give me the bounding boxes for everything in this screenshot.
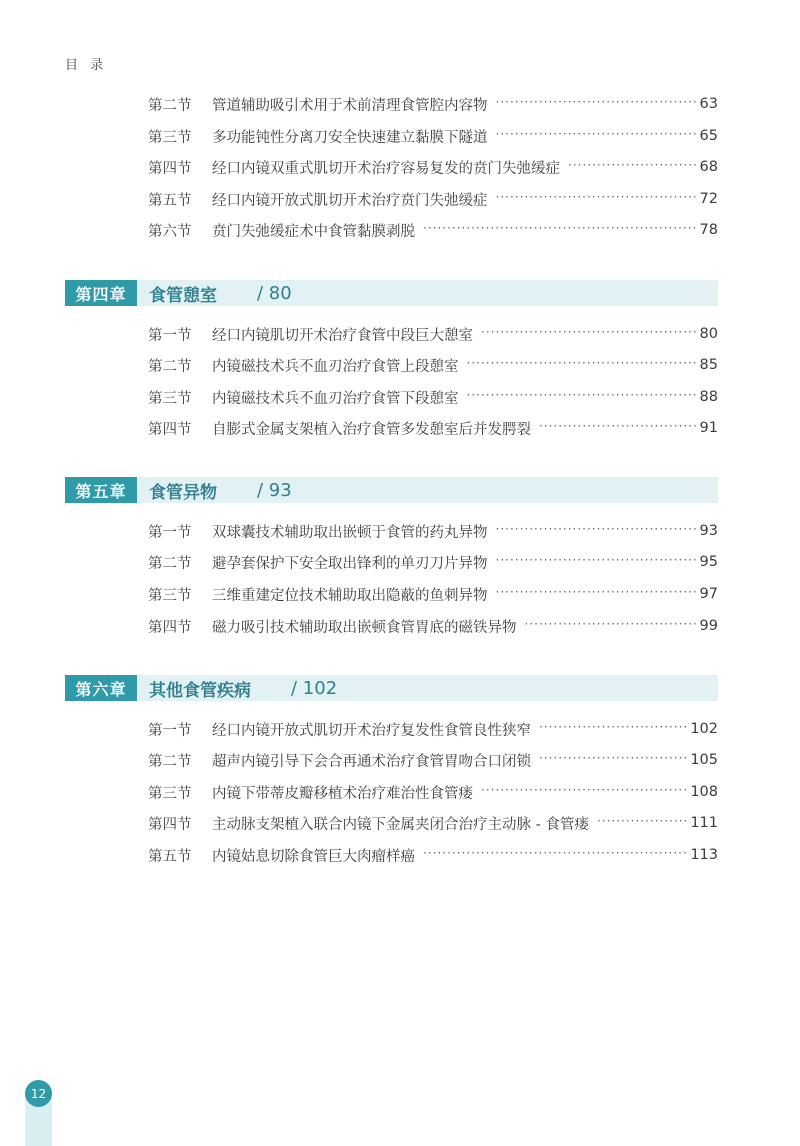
page-ref: 80 (699, 326, 718, 342)
chapter-header-4[interactable] (65, 280, 718, 306)
toc-entry[interactable] (148, 843, 718, 867)
chapter-label: 第四章 (65, 280, 137, 306)
page-number-badge: 12 (25, 1080, 52, 1107)
section-title: 内镜姑息切除食管巨大肉瘤样癌 (212, 848, 415, 865)
chapter-header-5[interactable] (65, 477, 718, 503)
toc-entry[interactable] (148, 416, 718, 440)
dot-leader (423, 846, 686, 860)
section-number: 第三节 (148, 390, 192, 407)
section-number: 第四节 (148, 816, 192, 833)
section-number: 第二节 (148, 97, 192, 114)
page-ref: 105 (690, 752, 718, 768)
section-title: 磁力吸引技术辅助取出嵌顿食管胃底的磁铁异物 (212, 619, 517, 636)
chapter-label: 第六章 (65, 675, 137, 701)
dot-leader (467, 388, 696, 402)
toc-entry[interactable] (148, 155, 718, 179)
dot-leader (423, 221, 696, 235)
chapter-page: / 93 (257, 479, 292, 501)
chapter-title: 食管憩室 (149, 285, 217, 306)
toc-entry[interactable] (148, 748, 718, 772)
toc-entry[interactable] (148, 322, 718, 346)
section-title: 自膨式金属支架植入治疗食管多发憩室后并发腭裂 (212, 421, 531, 438)
dot-leader (597, 814, 686, 828)
toc-entry[interactable] (148, 780, 718, 804)
page-ref: 93 (699, 523, 718, 539)
toc-entry[interactable] (148, 92, 718, 116)
page-ref: 63 (699, 96, 718, 112)
section-title: 经口内镜开放式肌切开术治疗复发性食管良性狭窄 (212, 722, 531, 739)
section-title: 管道辅助吸引术用于术前清理食管腔内容物 (212, 97, 488, 114)
dot-leader (496, 190, 696, 204)
page-ref: 97 (699, 586, 718, 602)
section-title: 多功能钝性分离刀安全快速建立黏膜下隧道 (212, 129, 488, 146)
chapter-page: / 102 (291, 677, 338, 699)
chapter-title: 食管异物 (149, 482, 217, 503)
page-ref: 108 (690, 784, 718, 800)
page-ref: 78 (699, 222, 718, 238)
toc-entry[interactable] (148, 582, 718, 606)
section-number: 第五节 (148, 848, 192, 865)
section-number: 第三节 (148, 587, 192, 604)
section-title: 主动脉支架植入联合内镜下金属夹闭合治疗主动脉 - 食管瘘 (212, 816, 589, 833)
section-number: 第一节 (148, 722, 192, 739)
dot-leader (496, 585, 696, 599)
page-ref: 102 (690, 721, 718, 737)
dot-leader (525, 617, 696, 631)
section-title: 内镜下带蒂皮瓣移植术治疗难治性食管瘘 (212, 785, 473, 802)
toc-entry[interactable] (148, 519, 718, 543)
toc-entry[interactable] (148, 614, 718, 638)
section-title: 内镜磁技术兵不血刃治疗食管下段憩室 (212, 390, 459, 407)
dot-leader (496, 553, 696, 567)
page-ref: 91 (699, 420, 718, 436)
chapter-label: 第五章 (65, 477, 137, 503)
section-number: 第二节 (148, 358, 192, 375)
toc-entry[interactable] (148, 187, 718, 211)
dot-leader (467, 356, 696, 370)
dot-leader (496, 127, 696, 141)
dot-leader (481, 325, 696, 339)
toc-entry[interactable] (148, 218, 718, 242)
section-number: 第一节 (148, 524, 192, 541)
page-ref: 88 (699, 389, 718, 405)
dot-leader (496, 95, 696, 109)
section-title: 内镜磁技术兵不血刃治疗食管上段憩室 (212, 358, 459, 375)
chapter-page: / 80 (257, 282, 292, 304)
page-ref: 111 (690, 815, 718, 831)
dot-leader (539, 419, 696, 433)
section-number: 第三节 (148, 785, 192, 802)
section-number: 第四节 (148, 160, 192, 177)
section-title: 经口内镜开放式肌切开术治疗贲门失弛缓症 (212, 192, 488, 209)
toc-entry[interactable] (148, 124, 718, 148)
page-ref: 65 (699, 128, 718, 144)
section-title: 三维重建定位技术辅助取出隐蔽的鱼刺异物 (212, 587, 488, 604)
section-title: 超声内镜引导下会合再通术治疗食管胃吻合口闭锁 (212, 753, 531, 770)
page-ref: 68 (699, 159, 718, 175)
page-ref: 113 (690, 847, 718, 863)
page-header: 目 录 (65, 58, 108, 73)
section-title: 贲门失弛缓症术中食管黏膜剥脱 (212, 223, 415, 240)
dot-leader (539, 751, 686, 765)
section-number: 第五节 (148, 192, 192, 209)
page-ref: 95 (699, 554, 718, 570)
dot-leader (568, 158, 696, 172)
toc-entry[interactable] (148, 811, 718, 835)
section-number: 第四节 (148, 619, 192, 636)
section-number: 第三节 (148, 129, 192, 146)
toc-entry[interactable] (148, 550, 718, 574)
section-number: 第二节 (148, 753, 192, 770)
toc-entry[interactable] (148, 717, 718, 741)
section-title: 经口内镜双重式肌切开术治疗容易复发的贲门失弛缓症 (212, 160, 560, 177)
chapter-title: 其他食管疾病 (149, 680, 251, 701)
page-ref: 99 (699, 618, 718, 634)
section-title: 双球囊技术辅助取出嵌顿于食管的药丸异物 (212, 524, 488, 541)
section-number: 第一节 (148, 327, 192, 344)
section-number: 第二节 (148, 555, 192, 572)
section-title: 经口内镜肌切开术治疗食管中段巨大憩室 (212, 327, 473, 344)
page-ref: 72 (699, 191, 718, 207)
chapter-header-6[interactable] (65, 675, 718, 701)
dot-leader (481, 783, 686, 797)
section-number: 第六节 (148, 223, 192, 240)
dot-leader (496, 522, 696, 536)
toc-entry[interactable] (148, 385, 718, 409)
page-ref: 85 (699, 357, 718, 373)
toc-entry[interactable] (148, 353, 718, 377)
section-number: 第四节 (148, 421, 192, 438)
dot-leader (539, 720, 686, 734)
section-title: 避孕套保护下安全取出锋利的单刃刀片异物 (212, 555, 488, 572)
